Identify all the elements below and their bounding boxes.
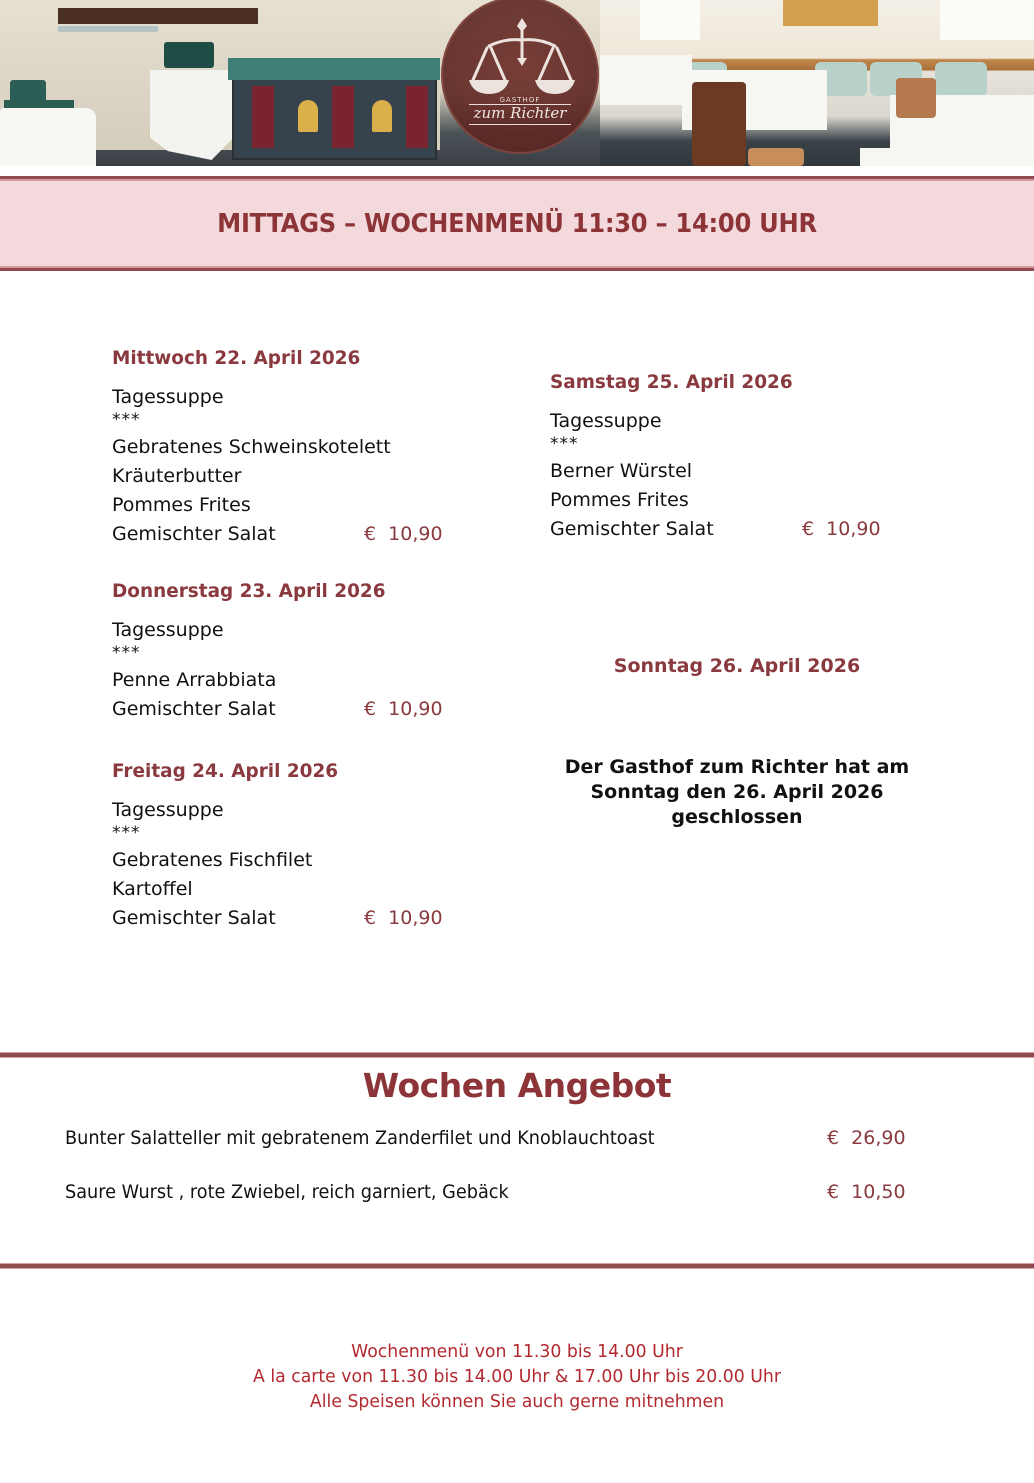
header-photo	[0, 0, 1034, 166]
footer-line: Alle Speisen können Sie auch gerne mitnehmen	[309, 1391, 725, 1412]
page-title: MITTAGS – WOCHENMENÜ 11:30 – 14:00 UHR	[217, 209, 817, 239]
day-heading: Samstag 25. April 2026	[550, 371, 793, 393]
photo-window	[940, 0, 1034, 40]
day-menu-saturday	[550, 371, 881, 544]
photo-chair	[896, 78, 936, 118]
photo-window	[640, 0, 700, 40]
photo-table	[600, 55, 692, 105]
dish-item: Tagessuppe	[550, 410, 662, 432]
dish-name: Gemischter Salat	[112, 907, 276, 929]
photo-chest-panel	[406, 86, 428, 148]
offer-price: € 26,90	[827, 1127, 906, 1149]
dish-item: Penne Arrabbiata	[112, 669, 277, 691]
opening-hours-footer	[0, 1339, 1034, 1414]
photo-chest-panel	[252, 86, 274, 148]
course-separator: ***	[550, 434, 579, 454]
day-heading: Donnerstag 23. April 2026	[112, 580, 386, 602]
dish-item	[112, 520, 443, 549]
photo-table	[860, 148, 1034, 166]
dish-item: Tagessuppe	[112, 386, 224, 408]
footer-line: A la carte von 11.30 bis 14.00 Uhr & 17.00 Uhr bis 20.00 Uhr	[253, 1366, 781, 1387]
logo-name: zum Richter	[473, 104, 567, 122]
course-separator: ***	[112, 410, 141, 430]
dish-name: Gemischter Salat	[550, 518, 714, 540]
offer-item	[65, 1127, 965, 1155]
price: € 10,90	[802, 518, 881, 540]
scales-of-justice-icon	[443, 0, 601, 156]
photo-chest-medal	[298, 100, 318, 132]
dish-item: Gebratenes Schweinskotelett	[112, 436, 391, 458]
day-heading: Freitag 24. April 2026	[112, 760, 339, 782]
closed-notice-line: geschlossen	[671, 806, 803, 828]
photo-shelf-glass	[58, 26, 158, 32]
offer-name: Saure Wurst , rote Zwiebel, reich garniert, Gebäck	[65, 1181, 509, 1203]
dish-list	[112, 796, 443, 933]
dish-item: Pommes Frites	[112, 494, 251, 516]
footer-line: Wochenmenü von 11.30 bis 14.00 Uhr	[351, 1341, 683, 1362]
dish-name: Gemischter Salat	[112, 523, 276, 545]
title-band	[0, 176, 1034, 271]
offer-item	[65, 1181, 965, 1209]
photo-chest-panel	[332, 86, 354, 148]
dish-item: Kartoffel	[112, 878, 193, 900]
day-heading-sunday: Sonntag 26. April 2026	[613, 655, 861, 677]
photo-table	[0, 108, 96, 166]
dish-item	[112, 695, 443, 724]
weekly-offers-title: Wochen Angebot	[362, 1066, 672, 1105]
dish-list	[550, 407, 881, 544]
dish-item: Tagessuppe	[112, 799, 224, 821]
dish-item	[550, 515, 881, 544]
dish-list	[112, 616, 443, 724]
logo-subtitle: GASTHOF	[499, 96, 541, 104]
photo-shelf	[58, 8, 258, 24]
dish-item: Kräuterbutter	[112, 465, 242, 487]
dish-list	[112, 383, 443, 549]
photo-painting	[783, 0, 878, 26]
section-divider	[0, 1264, 1034, 1268]
photo-napkins	[164, 42, 214, 68]
dish-item: Gebratenes Fischfilet	[112, 849, 313, 871]
restaurant-logo	[441, 0, 599, 154]
price: € 10,90	[364, 523, 443, 545]
dish-item	[112, 904, 443, 933]
photo-chair	[748, 148, 804, 166]
day-menu-wednesday	[112, 347, 443, 549]
section-divider	[0, 1053, 1034, 1057]
photo-chest-medal	[372, 100, 392, 132]
day-heading: Mittwoch 22. April 2026	[112, 347, 361, 369]
dish-name: Gemischter Salat	[112, 698, 276, 720]
photo-chair	[692, 82, 746, 166]
course-separator: ***	[112, 643, 141, 663]
price: € 10,90	[364, 698, 443, 720]
photo-chest-cloth	[228, 58, 440, 80]
logo-divider	[469, 124, 571, 125]
dish-item: Pommes Frites	[550, 489, 689, 511]
price: € 10,90	[364, 907, 443, 929]
day-menu-thursday	[112, 580, 443, 724]
course-separator: ***	[112, 823, 141, 843]
day-menu-friday	[112, 760, 443, 933]
closed-notice-line: Sonntag den 26. April 2026	[590, 781, 884, 803]
offer-price: € 10,50	[827, 1181, 906, 1203]
dish-item: Berner Würstel	[550, 460, 693, 482]
photo-bench	[935, 62, 987, 96]
closed-notice-line: Der Gasthof zum Richter hat am	[564, 756, 910, 778]
closed-notice	[540, 755, 934, 830]
offer-name: Bunter Salatteller mit gebratenem Zanderfilet und Knoblauchtoast	[65, 1127, 655, 1149]
dish-item: Tagessuppe	[112, 619, 224, 641]
